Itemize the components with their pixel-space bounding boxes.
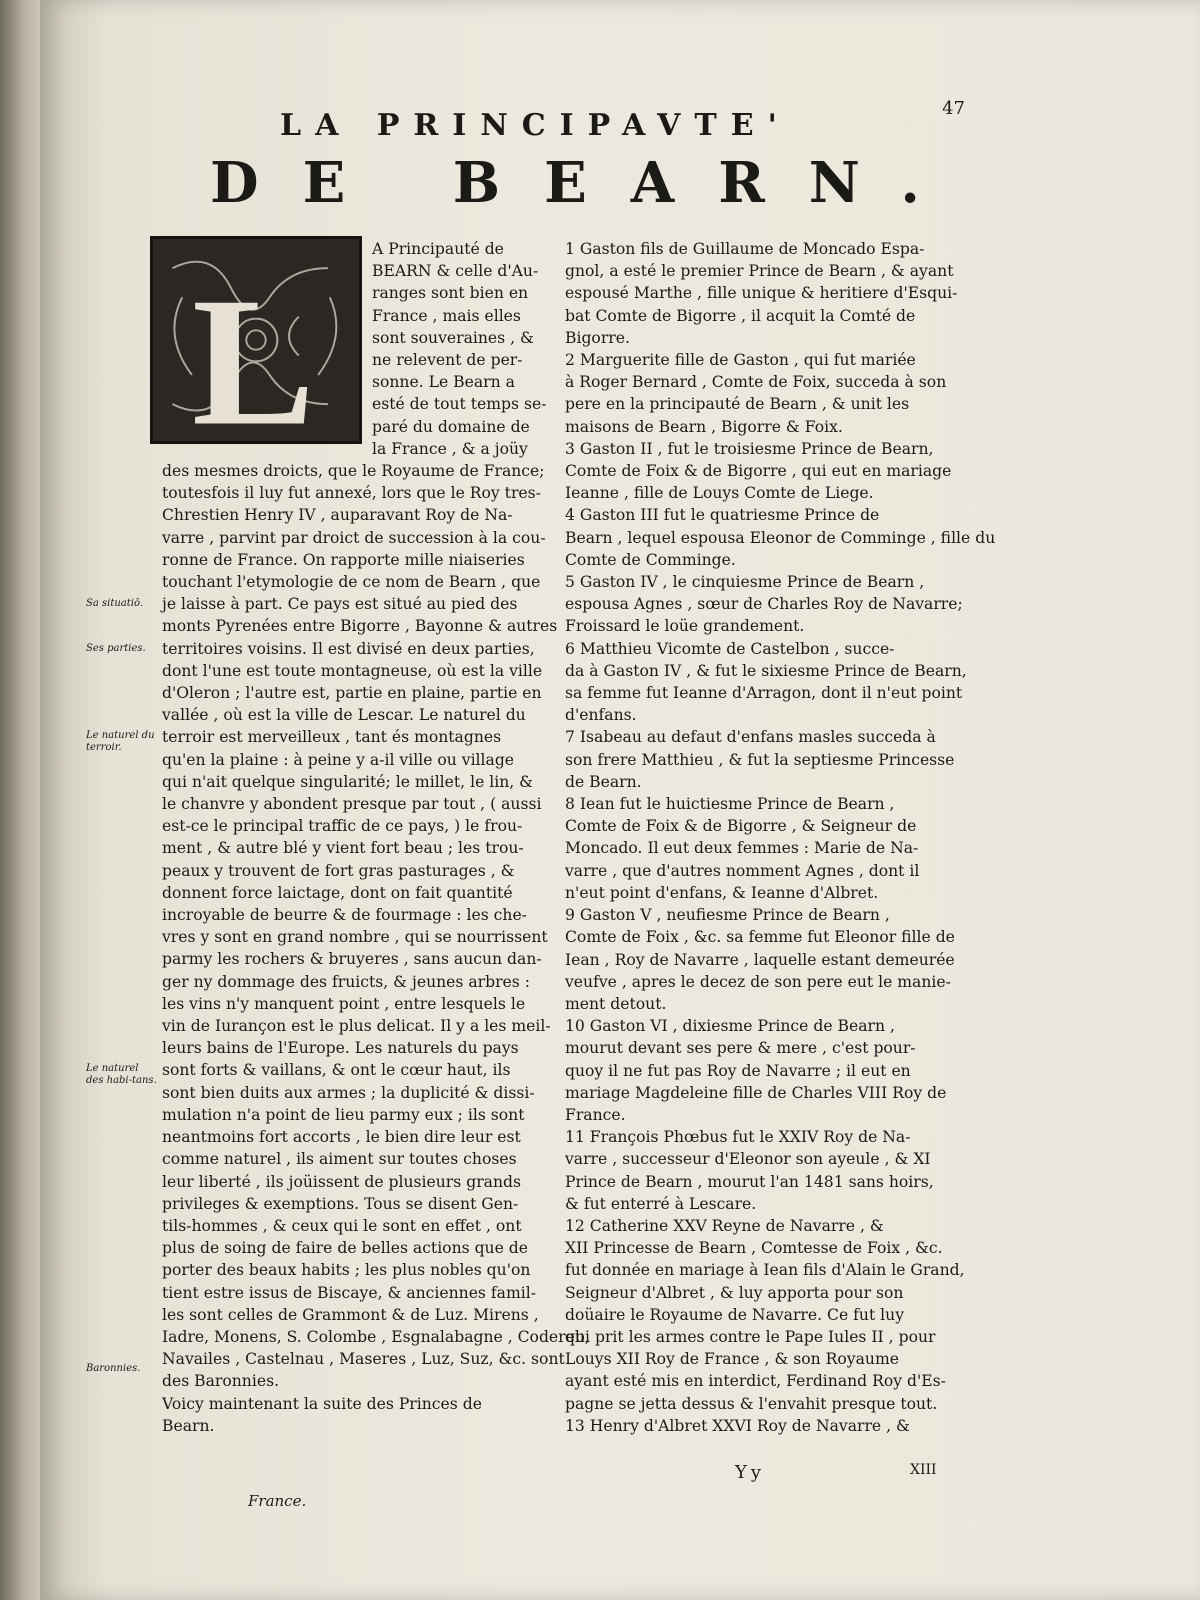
text-line: Comte de Comminge.: [565, 550, 736, 569]
text-line: touchant l'etymologie de ce nom de Bearn , que: [162, 573, 541, 592]
text-line: 5 Gaston IV , le cinquiesme Prince de Bearn ,: [565, 573, 925, 592]
text-line: quoy il ne fut pas Roy de Navarre ; il eut en: [565, 1061, 911, 1080]
intro-line: A Principauté de: [372, 240, 504, 258]
text-line: Seigneur d'Albret , & luy apporta pour son: [565, 1283, 904, 1302]
text-line: pere en la principauté de Bearn , & unit les: [565, 395, 910, 414]
text-line: toutesfois il luy fut annexé, lors que le Roy tres-: [162, 484, 541, 503]
text-line: les vins n'y manquent point , entre lesquels le: [162, 994, 526, 1013]
text-line: Chrestien Henry IV , auparavant Roy de Na-: [162, 506, 513, 525]
text-line: des Baronnies.: [162, 1372, 280, 1391]
text-line: d'Oleron ; l'autre est, partie en plaine, partie en: [162, 684, 542, 703]
intro-line: sonne. Le Bearn a: [372, 373, 515, 392]
text-line: d'enfans.: [565, 706, 637, 725]
text-line: sa femme fut Ieanne d'Arragon, dont il n'eut point: [565, 684, 963, 703]
dropcap-ornament-icon: [153, 239, 359, 441]
text-line: & fut enterré à Lescare.: [565, 1194, 757, 1213]
text-line: doüaire le Royaume de Navarre. Ce fut luy: [565, 1305, 905, 1324]
text-line: qu'en la plaine : à peine y a-il ville ou village: [162, 750, 515, 769]
text-line: veufve , apres le decez de son pere eut le manie-: [565, 972, 951, 991]
intro-line: BEARN & celle d'Au-: [372, 262, 539, 281]
text-line: Comte de Foix & de Bigorre , qui eut en mariage: [565, 462, 952, 481]
text-line: ment , & autre blé y vient fort beau ; les trou-: [162, 839, 524, 858]
text-line: donnent force laictage, dont on fait quantité: [162, 883, 513, 902]
text-line: fut donnée en mariage à Iean fils d'Alain le Grand,: [565, 1261, 965, 1280]
text-line: Louys XII Roy de France , & son Royaume: [565, 1350, 899, 1369]
text-line: bat Comte de Bigorre , il acquit la Comté de: [565, 306, 916, 325]
text-line: les sont celles de Grammont & de Luz. Mirens ,: [162, 1305, 539, 1324]
text-line: monts Pyrenées entre Bigorre , Bayonne & autres: [162, 617, 558, 636]
text-line: qui n'ait quelque singularité; le millet, le lin, &: [162, 772, 534, 791]
text-line: tils-hommes , & ceux qui le sont en effet , ont: [162, 1216, 522, 1235]
margin-note-naturel-habitans: Le naturel des habi-tans.: [86, 1063, 157, 1086]
text-line: da à Gaston IV , & fut le sixiesme Prince de Bearn,: [565, 661, 967, 680]
text-line: n'eut point d'enfans, & Ieanne d'Albret.: [565, 883, 879, 902]
text-line: je laisse à part. Ce pays est situé au pied des: [162, 595, 518, 614]
text-line: mariage Magdeleine fille de Charles VIII Roy de: [565, 1083, 947, 1102]
text-line: dont l'une est toute montagneuse, où est la ville: [162, 661, 543, 680]
text-line: comme naturel , ils aiment sur toutes choses: [162, 1150, 517, 1169]
margin-note-naturel-terroir: Le naturel du terroir.: [86, 730, 155, 753]
margin-note-baronnies: Baronnies.: [86, 1363, 141, 1374]
text-line: sont forts & vaillans, & ont le cœur haut, ils: [162, 1061, 511, 1080]
intro-line: ranges sont bien en: [372, 284, 529, 303]
intro-line: ne relevent de per-: [372, 351, 523, 370]
text-line: Iadre, Monens, S. Colombe , Esgnalabagne , Codereb,: [162, 1327, 590, 1346]
text-line: France.: [565, 1105, 626, 1124]
text-line: 9 Gaston V , neufiesme Prince de Bearn ,: [565, 906, 890, 925]
text-line: Comte de Foix , &c. sa femme fut Eleonor fille de: [565, 928, 955, 947]
text-line: 12 Catherine XXV Reyne de Navarre , &: [565, 1216, 884, 1235]
intro-line: la France , & a joüy: [372, 439, 528, 458]
text-line: Iean , Roy de Navarre , laquelle estant demeurée: [565, 950, 955, 969]
text-line: qui prit les armes contre le Pape Iules II , pour: [565, 1327, 936, 1346]
catchword-right: XIII: [910, 1462, 937, 1478]
text-line: Comte de Foix & de Bigorre , & Seigneur de: [565, 817, 917, 836]
text-line: mourut devant ses pere & mere , c'est pour-: [565, 1039, 916, 1058]
text-line: ger ny dommage des fruicts, & jeunes arbres :: [162, 972, 530, 991]
text-line: ment detout.: [565, 994, 667, 1013]
page-title-line1: LA PRINCIPAVTE': [280, 108, 791, 143]
page-number: 47: [942, 98, 965, 119]
text-line: gnol, a esté le premier Prince de Bearn , & ayant: [565, 262, 954, 281]
left-column-text: [162, 460, 590, 1437]
page-title-line2: DE BEARN.: [210, 150, 964, 216]
text-line: 7 Isabeau au defaut d'enfans masles succeda à: [565, 728, 936, 747]
text-line: le chanvre y abondent presque par tout , ( aussi: [162, 795, 542, 814]
text-line: varre , successeur d'Eleonor son ayeule , & XI: [565, 1150, 931, 1169]
text-line: pagne se jetta dessus & l'envahit presque tout.: [565, 1394, 938, 1413]
signature-mark: Yy: [735, 1462, 766, 1483]
text-line: Bearn.: [162, 1416, 215, 1435]
text-line: 13 Henry d'Albret XXVI Roy de Navarre , &: [565, 1416, 910, 1435]
catchword-left: France.: [248, 1492, 307, 1510]
text-line: 1 Gaston fils de Guillaume de Moncado Espa-: [565, 240, 925, 258]
text-line: est-ce le principal traffic de ce pays, ) le frou-: [162, 817, 523, 836]
text-line: 4 Gaston III fut le quatriesme Prince de: [565, 506, 880, 525]
text-line: 6 Matthieu Vicomte de Castelbon , succe-: [565, 639, 895, 658]
text-line: à Roger Bernard , Comte de Foix, succeda à son: [565, 373, 947, 392]
text-line: 3 Gaston II , fut le troisiesme Prince de Bearn,: [565, 439, 934, 458]
text-line: 11 François Phœbus fut le XXIV Roy de Na-: [565, 1128, 911, 1147]
ornamental-dropcap: [150, 236, 362, 444]
text-line: tient estre issus de Biscaye, & anciennes famil-: [162, 1283, 536, 1302]
text-line: maisons de Bearn , Bigorre & Foix.: [565, 417, 843, 436]
intro-line: paré du domaine de: [372, 417, 530, 436]
text-line: Bearn , lequel espousa Eleonor de Comminge , fille du: [565, 528, 996, 547]
text-line: ayant esté mis en interdict, Ferdinand Roy d'Es-: [565, 1372, 946, 1391]
text-line: varre , parvint par droict de succession à la cou-: [162, 528, 546, 547]
text-line: neantmoins fort accorts , le bien dire leur est: [162, 1128, 521, 1147]
dropcap-letter: L: [191, 259, 315, 441]
text-line: vallée , où est la ville de Lescar. Le naturel du: [162, 706, 526, 725]
text-line: privileges & exemptions. Tous se disent Gen-: [162, 1194, 519, 1213]
text-line: leur liberté , ils joüissent de plusieurs grands: [162, 1172, 521, 1191]
text-line: vres y sont en grand nombre , qui se nourrissent: [162, 928, 548, 947]
text-line: de Bearn.: [565, 772, 642, 791]
intro-paragraph: [372, 238, 550, 460]
text-line: leurs bains de l'Europe. Les naturels du pays: [162, 1039, 519, 1058]
text-line: mulation n'a point de lieu parmy eux ; ils sont: [162, 1105, 525, 1124]
text-line: parmy les rochers & bruyeres , sans aucun dan-: [162, 950, 542, 969]
text-line: Froissard le loüe grandement.: [565, 617, 805, 636]
text-line: 2 Marguerite fille de Gaston , qui fut mariée: [565, 351, 916, 370]
intro-line: esté de tout temps se-: [372, 395, 547, 414]
text-line: terroir est merveilleux , tant és montagnes: [162, 728, 502, 747]
text-line: sont bien duits aux armes ; la duplicité & dissi-: [162, 1083, 535, 1102]
text-line: incroyable de beurre & de fourmage : les che-: [162, 906, 527, 925]
text-line: espousa Agnes , sœur de Charles Roy de Navarre;: [565, 595, 963, 614]
text-line: Ieanne , fille de Louys Comte de Liege.: [565, 484, 874, 503]
text-line: 8 Iean fut le huictiesme Prince de Bearn ,: [565, 795, 895, 814]
text-line: XII Princesse de Bearn , Comtesse de Foix , &c.: [565, 1239, 943, 1258]
text-line: Voicy maintenant la suite des Princes de: [162, 1394, 482, 1413]
text-line: Bigorre.: [565, 328, 630, 347]
text-line: Navailes , Castelnau , Maseres , Luz, Suz, &c. sont: [162, 1350, 565, 1369]
text-line: plus de soing de faire de belles actions que de: [162, 1239, 528, 1258]
text-line: Prince de Bearn , mourut l'an 1481 sans hoirs,: [565, 1172, 934, 1191]
text-line: varre , que d'autres nomment Agnes , dont il: [565, 861, 920, 880]
text-line: Moncado. Il eut deux femmes : Marie de Na-: [565, 839, 919, 858]
text-line: territoires voisins. Il est divisé en deux parties,: [162, 639, 535, 658]
intro-line: sont souveraines , &: [372, 328, 534, 347]
intro-line: France , mais elles: [372, 306, 521, 325]
text-line: vin de Iurançon est le plus delicat. Il y a les meil-: [162, 1017, 551, 1036]
margin-note-situation: Sa situatiō.: [86, 598, 144, 609]
text-line: peaux y trouvent de fort gras pasturages , &: [162, 861, 515, 880]
text-line: des mesmes droicts, que le Royaume de France;: [162, 462, 545, 480]
text-line: espousé Marthe , fille unique & heritiere d'Esqui-: [565, 284, 958, 303]
right-column-text: [565, 238, 996, 1437]
text-line: son frere Matthieu , & fut la septiesme Princesse: [565, 750, 955, 769]
margin-note-parties: Ses parties.: [86, 643, 146, 654]
text-line: porter des beaux habits ; les plus nobles qu'on: [162, 1261, 531, 1280]
text-line: 10 Gaston VI , dixiesme Prince de Bearn ,: [565, 1017, 895, 1036]
text-line: ronne de France. On rapporte mille niaiseries: [162, 550, 525, 569]
